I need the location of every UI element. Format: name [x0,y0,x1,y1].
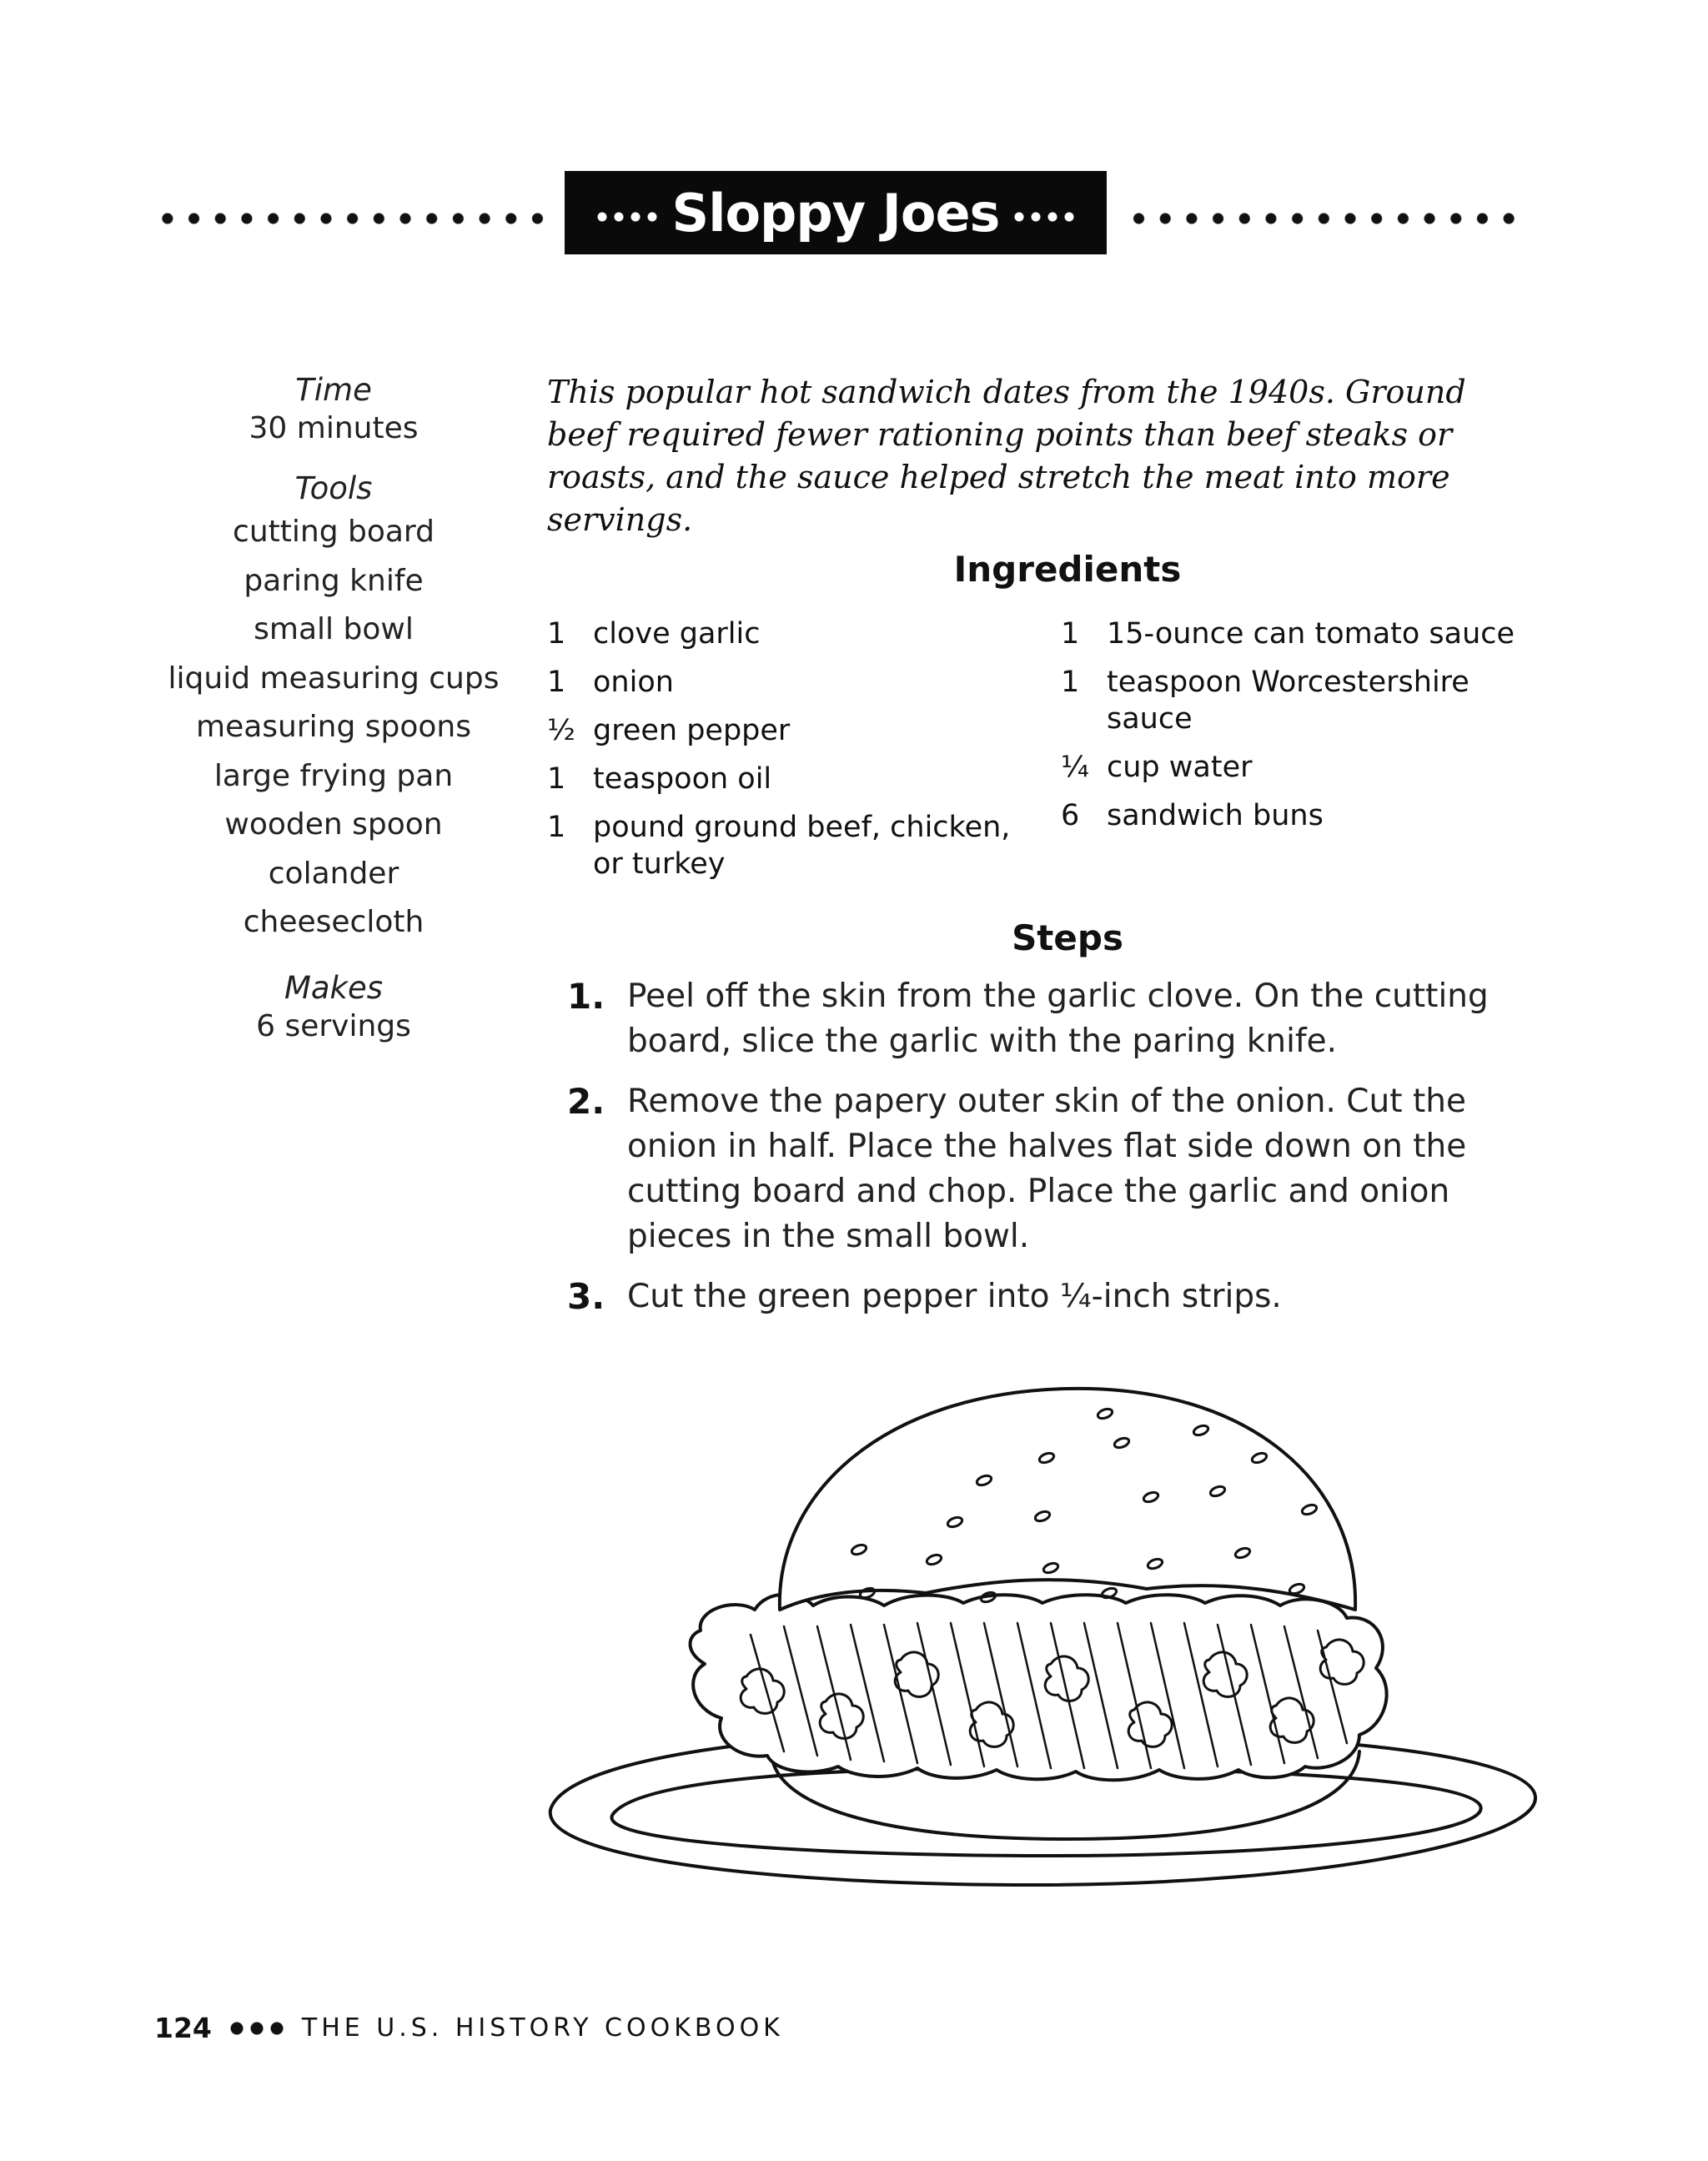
ingredient-qty: 6 [1061,799,1080,832]
ingredients-right-column [1061,616,1528,846]
makes-section [150,969,517,1046]
title-dots-right [1011,211,1078,223]
page-title: Sloppy Joes [671,182,1000,244]
tool-item: liquid measuring cups [168,661,500,696]
ingredient-item [1061,616,1528,652]
makes-label: Makes [284,969,384,1006]
step-number: 1. [567,976,605,1017]
ingredient-name: clove garlic [593,617,761,651]
tool-item: small bowl [254,612,414,646]
time-label: Time [295,372,372,408]
steps-heading: Steps [1012,917,1123,958]
step-number: 3. [567,1276,605,1317]
ingredient-item [1061,664,1528,737]
ingredient-qty: ½ [547,714,575,747]
ingredient-item [547,664,1014,701]
ingredient-item [547,712,1014,749]
page-number: 124 [154,2012,212,2044]
step-text: Remove the papery outer skin of the onion. Cut the onion in half. Place the halves flat side down on the cutting board and chop. Place the garlic and onion pieces in the small bowl. [627,1083,1467,1255]
ingredient-qty: 1 [547,666,566,699]
tools-label: Tools [294,470,373,506]
ingredient-item [547,809,1014,882]
ingredient-qty: ¼ [1061,751,1089,784]
title-dots-left [594,211,661,223]
ingredient-name: 15-ounce can tomato sauce [1107,617,1515,651]
ingredients-heading: Ingredients [953,549,1182,590]
ingredient-item [1061,797,1528,834]
tool-item: measuring spoons [196,710,471,744]
recipe-sidebar [150,371,517,1068]
tool-item: cheesecloth [243,905,424,939]
ingredient-name: cup water [1107,751,1253,784]
makes-value: 6 servings [256,1008,411,1043]
tool-item: colander [268,856,399,891]
ingredient-name: teaspoon oil [593,762,772,796]
tool-item: wooden spoon [224,807,443,842]
ingredient-item [547,616,1014,652]
ingredient-qty: 1 [547,811,566,844]
ingredient-item [1061,749,1528,786]
title-box [565,171,1107,254]
ingredient-name: onion [593,666,674,699]
step-item [567,1274,1518,1319]
ingredients-left-column [547,616,1014,894]
page-footer [154,2012,784,2044]
tool-item: cutting board [233,515,435,549]
tool-item: large frying pan [214,758,454,793]
ingredient-name: sandwich buns [1107,799,1324,832]
left-dot-rule [154,212,555,225]
time-value: 30 minutes [249,411,419,445]
step-number: 2. [567,1081,605,1122]
plate-rim [611,1768,1480,1856]
ingredient-name: pound ground beef, chicken, or turkey [593,811,1011,881]
step-item [567,1079,1518,1259]
title-banner [154,171,1522,263]
tools-section [150,470,517,947]
step-text: Peel off the skin from the garlic clove. On the cutting board, slice the garlic with the paring knife. [627,977,1489,1060]
sandwich-illustration [534,1359,1593,1993]
tool-item: paring knife [244,563,424,598]
right-dot-rule [1122,212,1522,225]
time-section [150,371,517,448]
ingredient-item [547,761,1014,797]
steps-list [567,974,1518,1334]
book-title: THE U.S. HISTORY COOKBOOK [301,2013,784,2043]
step-text: Cut the green pepper into ¼-inch strips. [627,1278,1282,1315]
ingredient-name: green pepper [593,714,791,747]
step-item [567,974,1518,1064]
top-bun [780,1389,1355,1610]
intro-paragraph: This popular hot sandwich dates from the 1940s. Ground beef required fewer rationing points than beef steaks or roasts, and the sauce helped stretch the meat into more servings. [547,374,1466,538]
ingredient-qty: 1 [1061,666,1080,699]
ingredient-qty: 1 [547,617,566,651]
footer-dots [227,2022,287,2035]
ingredient-qty: 1 [1061,617,1080,651]
ingredient-name: teaspoon Worcestershire sauce [1107,666,1469,736]
ingredient-qty: 1 [547,762,566,796]
